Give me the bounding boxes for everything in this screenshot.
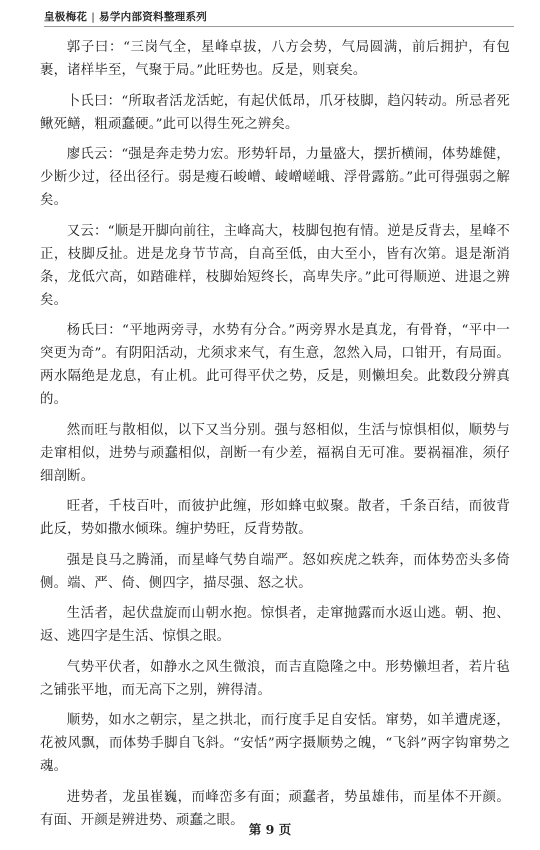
paragraph: 气势平伏者，如静水之风生微浪，而吉直隐隆之中。形势懒坦者，若片毡之铺张平地，而无高下之别，辨得清。 [40,659,510,698]
paragraph: 杨氏曰：“平地两旁寻，水势有分合。”两旁界水是真龙，有骨脊，“平中一突更为奇”。有阴阳活动，尤须求来气，有生意，忽然入局，口钳开，有局面。两水隔绝是龙息，有止机。此可得平伏之势，反是，则懒坦矣。此数段分辨真的。 [40,323,510,407]
paragraph: 生活者，起伏盘旋而山朝水抱。惊惧者，走窜抛露而水返山逃。朝、抱、返、逃四字是生活、惊惧之眼。 [40,606,510,644]
page-number: 第 9 页 [248,822,292,837]
header-series-title: 易学内部资料整理系列 [99,11,208,23]
paragraph: 顺势，如水之朝宗，星之拱北，而行度手足自安恬。窜势，如羊遭虎逐，花被风飘，而体势手脚自飞斜。“安恬”两字摄顺势之魄，“飞斜”两字钩窜势之魂。 [40,713,510,774]
header-rule [44,26,514,27]
header-separator: | [91,11,96,23]
header-book-title: 皇极梅花 [44,11,88,23]
paragraph: 郭子曰：“三岗气全，星峰卓拔，八方会势，气局圆满，前后拥护，有包裹，诸样毕至，气聚于局。”此旺势也。反是，则衰矣。 [40,40,510,78]
paragraph: 旺者，千枝百叶，而彼护此缠，形如蜂屯蚁聚。散者，千条百结，而彼背此反，势如撒水倾珠。缠护势旺，反背势散。 [40,499,510,537]
paragraph: 卜氏曰：“所取者活龙活蛇，有起伏低昂，爪牙枝脚，趋闪转动。所忌者死鳅死鳝，粗顽蠢硬。”此可以得生死之辨矣。 [40,93,510,132]
paragraph: 又云：“顺是开脚向前往，主峰高大，枝脚包抱有情。逆是反背去，星峰不正，枝脚反扯。进是龙身节节高，自高至低，由大至小，皆有次第。退是渐消条，龙低穴高，如踏碓样，枝脚始短终长，高卑失序。”此可得顺逆、进退之辨矣。 [40,223,510,308]
paragraph: 然而旺与散相似，以下又当分别。强与怒相似，生活与惊惧相似，顺势与走窜相似，进势与顽蠢相似，剖断一有少差，福祸自无可准。要祸福准，须仔细剖断。 [40,422,510,484]
paragraph: 强是良马之腾涌，而星峰气势自端严。怒如疾虎之轶奔，而体势峦头多倚侧。端、严、倚、侧四字，描尽强、怒之状。 [40,552,510,591]
paragraph: 廖氏云：“强是奔走势力宏。形势轩昂，力量盛大，摆折横闹，体势雄健，少断少过，径出径行。弱是瘦石峻嶒、崚嶒嵯峨、浮骨露筋。”此可得强弱之解矣。 [40,147,510,208]
running-header [44,9,207,24]
document-body [40,36,510,839]
paragraph: 进势者，龙虽崔巍，而峰峦多有面；顽蠢者，势虽雄伟，而星体不开颜。有面、开颜是辨进势、顽蠢之眼。 [40,789,510,828]
